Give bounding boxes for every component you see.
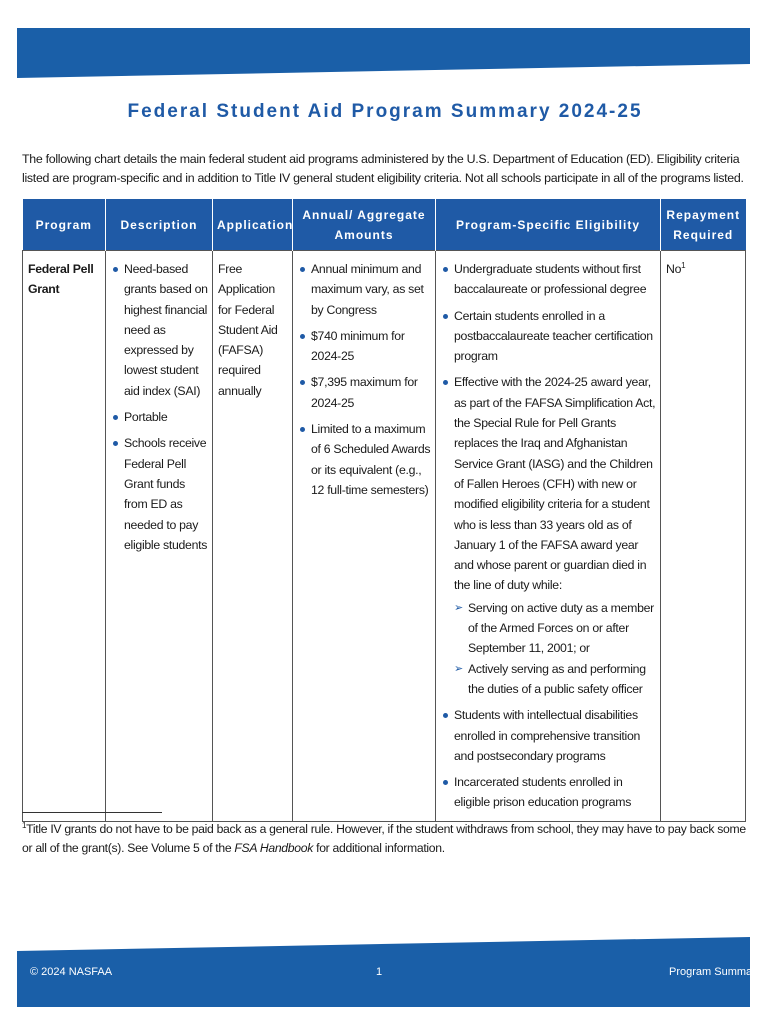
list-item: Limited to a maximum of 6 Scheduled Awards or its equivalent (e.g., 12 full-time semesters): [298, 419, 432, 500]
program-name: Federal Pell Grant: [23, 251, 106, 822]
header-eligibility: Program-Specific Eligibility: [436, 199, 661, 251]
footnote-divider: [22, 812, 162, 813]
description-cell: [106, 251, 213, 822]
amounts-cell: [293, 251, 436, 822]
bullet-icon: [300, 334, 305, 339]
footer-label: Program Summary: [669, 966, 762, 978]
list-item: $7,395 maximum for 2024-25: [298, 372, 432, 413]
list-item: Undergraduate students without first baccalaureate or professional degree: [441, 259, 657, 300]
handbook-title: FSA Handbook: [234, 841, 314, 855]
list-item: Students with intellectual disabilities enrolled in comprehensive transition and postsecondary programs: [441, 705, 657, 766]
footnote-ref: 1: [681, 260, 686, 270]
bullet-icon: [443, 267, 448, 272]
eligibility-cell: [436, 251, 661, 822]
bullet-icon: [300, 427, 305, 432]
bullet-icon: [300, 267, 305, 272]
footer-page-number: 1: [376, 966, 383, 978]
application-cell: Free Application for Federal Student Aid (FAFSA) required annually: [213, 251, 293, 822]
bullet-icon: [113, 441, 118, 446]
bullet-icon: [443, 380, 448, 385]
footnote-marker: 1: [22, 820, 27, 830]
bullet-icon: [443, 713, 448, 718]
header-program: Program: [23, 199, 106, 251]
list-item: $740 minimum for 2024-25: [298, 326, 432, 367]
list-item: Annual minimum and maximum vary, as set by Congress: [298, 259, 432, 320]
header-band: [17, 28, 750, 78]
header-repayment: Repayment Required: [661, 199, 746, 251]
bullet-icon: [443, 314, 448, 319]
list-item: Certain students enrolled in a postbaccalaureate teacher certification program: [441, 306, 657, 367]
list-item: Need-based grants based on highest financial need as expressed by lowest student aid index (SAI): [111, 259, 209, 401]
footer-copyright: © 2024 NASFAA: [30, 966, 113, 978]
header-amounts: Annual/ Aggregate Amounts: [293, 199, 436, 251]
header-description: Description: [106, 199, 213, 251]
bullet-icon: [113, 267, 118, 272]
document-title: Federal Student Aid Program Summary 2024-25: [127, 101, 643, 122]
list-item: Schools receive Federal Pell Grant funds from ED as needed to pay eligible students: [111, 433, 209, 555]
table-row: [23, 251, 746, 822]
bullet-icon: [443, 780, 448, 785]
footnote: $^1$Title IV grants do not have to be paid back as a general rule. However, if the student withdraws from school, they may have to pay back some or all of the grant(s). See Volume 5 of the FSA Handbook for additional information.: [22, 820, 746, 855]
sub-list-item: ➢ Actively serving as and performing the duties of a public safety officer: [454, 659, 657, 700]
list-item: Portable: [111, 407, 209, 427]
repayment-cell: [661, 251, 746, 822]
arrow-bullet-icon: ➢: [454, 662, 463, 675]
list-item: Incarcerated students enrolled in eligible prison education programs: [441, 772, 657, 813]
intro-paragraph: The following chart details the main federal student aid programs administered by the U.S. Department of Education (ED). Eligibility criteria listed are program-specific and in addition to Title IV general student eligibility criteria. Not all schools participate in all of the programs listed.: [22, 152, 744, 185]
bullet-icon: [113, 415, 118, 420]
footer-band: [17, 937, 750, 1007]
repayment-value: No: [666, 262, 682, 276]
header-application: Application: [213, 199, 293, 251]
arrow-bullet-icon: ➢: [454, 601, 463, 614]
program-summary-table: [22, 199, 746, 822]
list-item: Effective with the 2024-25 award year, as part of the FAFSA Simplification Act, the Special Rule for Pell Grants replaces the Iraq and Afghanistan Service Grant (IASG) and the Children of Fallen Heroes (CFH) with new or modified eligibility criteria for a student who is less than 33 years old as of January 1 of the FAFSA award year and whose parent or guardian died in the line of duty while: ➢ Serving on active duty as a member of the Armed Forces on or after September 11, 2001; or ➢ Actively serving as and performing the duties of a public safety officer: [441, 372, 657, 699]
bullet-icon: [300, 380, 305, 385]
table-header-row: [23, 199, 746, 251]
sub-list-item: ➢ Serving on active duty as a member of the Armed Forces on or after September 11, 2001; or: [454, 598, 657, 659]
